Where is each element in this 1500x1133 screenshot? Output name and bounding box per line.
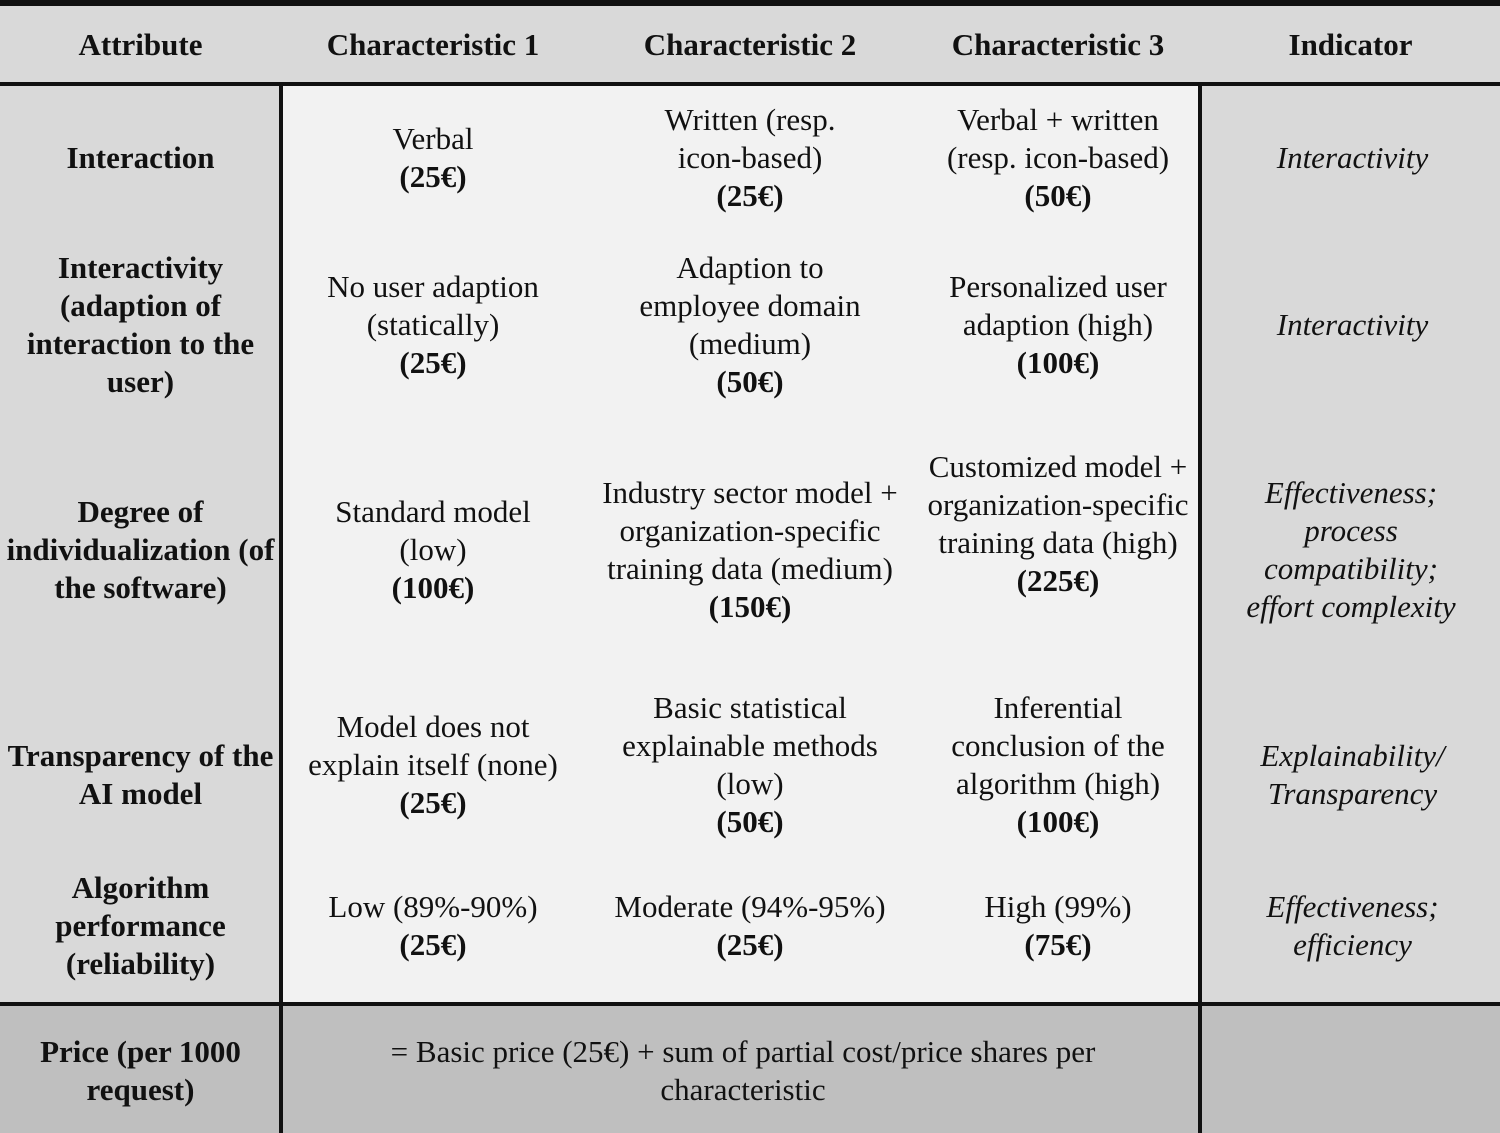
row-5-c1-price: (25€) [399,927,467,962]
row-4-c3-text: Inferential conclusion of the algorithm (high) [951,690,1165,801]
row-3-c3-text: Customized model + organization-specific training data (high) [927,449,1189,560]
row-4-characteristic-3 [920,690,1196,840]
row-2-indicator: Interactivity [1276,307,1429,342]
row-4-indicator: Explainability/ Transparency [1260,738,1445,811]
row-1-characteristic-1 [290,88,576,228]
footer-indicator-empty [1205,1008,1500,1133]
row-1-c3-text: Verbal + written (resp. icon-based) [946,102,1170,175]
footer-attribute: Price (per 1000 request) [40,1033,241,1107]
row-3-characteristic-3 [918,412,1198,636]
row-2-characteristic-2 [600,240,900,410]
header-rule [0,82,1500,86]
row-3-c2-text: Industry sector model + organization-specific training data (medium) [602,475,898,586]
row-3-c2-price: (150€) [708,589,792,624]
header-indicator: Indicator [1288,27,1413,62]
left-rule [279,84,283,1133]
row-4-attribute: Transparency of the AI model [7,738,274,811]
row-1-attribute: Interaction [66,140,215,175]
right-rule [1198,84,1202,1133]
footer-rule [0,1002,1500,1006]
row-1-c1-text: Verbal [392,121,474,156]
row-2-c3-price: (100€) [1016,345,1100,380]
row-5-c1-text: Low (89%-90%) [328,889,538,924]
row-3-attribute: Degree of individualization (of the software) [6,494,275,605]
row-3-characteristic-1 [290,420,576,680]
row-2-characteristic-3 [920,240,1196,410]
row-1-indicator: Interactivity [1276,140,1429,175]
row-3-c1-price: (100€) [391,570,475,605]
row-5-attribute: Algorithm performance (reliability) [55,870,226,981]
row-1-c1-price: (25€) [399,159,467,194]
row-5-characteristic-1 [286,866,580,986]
row-2-c2-price: (50€) [716,364,784,399]
header-attribute: Attribute [78,27,203,62]
row-4-c2-price: (50€) [716,804,784,839]
row-2-c1-price: (25€) [399,345,467,380]
row-1-characteristic-3 [920,88,1196,228]
row-5-c3-text: High (99%) [984,889,1132,924]
row-3-c3-price: (225€) [1016,563,1100,598]
row-1-c3-price: (50€) [1024,178,1092,213]
row-4-c2-text: Basic statistical explainable methods (low) [622,690,878,801]
footer-formula: = Basic price (25€) + sum of partial cost/price shares per characteristic [390,1033,1096,1107]
row-1-c2-text: Written (resp. icon-based) [664,102,836,175]
row-2-characteristic-1 [290,240,576,410]
row-5-indicator: Effectiveness; efficiency [1266,889,1439,962]
row-3-characteristic-2 [596,420,904,680]
header-characteristic-2: Characteristic 2 [643,27,857,62]
row-2-attribute: Interactivity (adaption of interaction to the user) [26,250,255,399]
row-4-c3-price: (100€) [1016,804,1100,839]
header-characteristic-3: Characteristic 3 [951,27,1165,62]
row-5-characteristic-3 [920,866,1196,986]
row-5-c3-price: (75€) [1024,927,1092,962]
row-2-c2-text: Adaption to employee domain (medium) [639,250,861,361]
header-characteristic-1: Characteristic 1 [326,27,540,62]
row-1-c2-price: (25€) [716,178,784,213]
row-3-indicator: Effectiveness; process compatibility; effort complexity [1246,475,1456,624]
row-1-characteristic-2 [600,88,900,228]
row-4-c1-text: Model does not explain itself (none) [308,709,558,782]
row-4-c1-price: (25€) [399,785,467,820]
row-5-c2-text: Moderate (94%-95%) [614,889,886,924]
row-5-c2-price: (25€) [716,927,784,962]
row-4-characteristic-2 [600,690,900,840]
row-3-c1-text: Standard model (low) [335,494,531,567]
row-5-characteristic-2 [596,866,904,986]
row-4-characteristic-1 [286,690,580,840]
row-2-c3-text: Personalized user adaption (high) [949,269,1167,342]
row-2-c1-text: No user adaption (statically) [327,269,539,342]
